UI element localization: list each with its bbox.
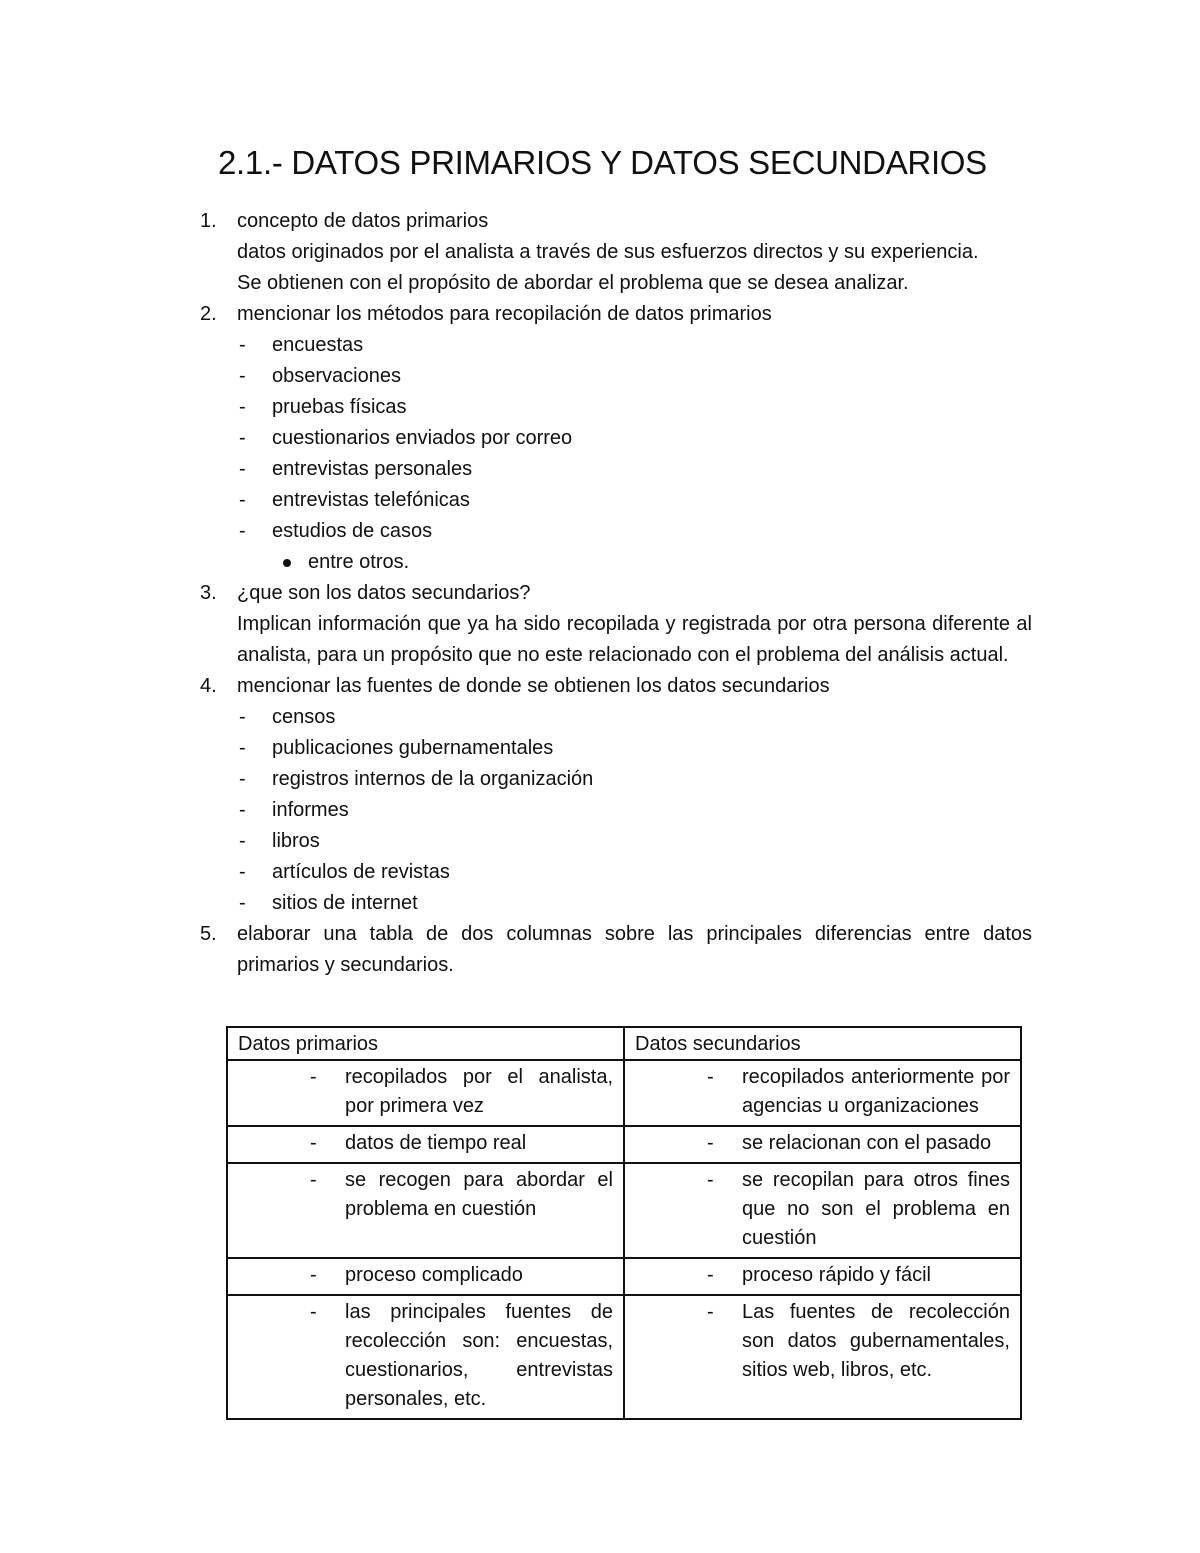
dash-marker: - [239,861,246,883]
dash-marker: - [239,365,246,387]
cell-text: las principales fuentes de recolección son: encuestas, cuestionarios, entrevistas personales, etc. [345,1301,613,1410]
dash-marker: - [707,1264,714,1286]
sub-list-item [237,733,1032,764]
sub-list-text: cuestionarios enviados por correo [272,427,573,449]
sub-list-text: informes [272,799,349,821]
cell-text: recopilados por el analista, por primera vez [345,1066,613,1117]
cell-text: datos de tiempo real [345,1132,527,1154]
table-cell [624,1060,1021,1126]
sub-list-item [237,795,1032,826]
page-title: 2.1.- DATOS PRIMARIOS Y DATOS SECUNDARIOS [218,144,987,181]
bullet-text: entre otros. [308,551,410,573]
table-row [227,1126,1021,1163]
sub-list-text: sitios de internet [272,892,418,914]
item-number: 4. [200,675,217,697]
cell-text: se relacionan con el pasado [742,1132,992,1154]
table-header-cell: Datos secundarios [624,1027,1021,1060]
item-question: mencionar las fuentes de donde se obtienen los datos secundarios [237,675,830,697]
dash-marker: - [310,1132,317,1154]
dash-marker: - [310,1301,317,1323]
dash-marker: - [239,396,246,418]
dash-marker: - [239,830,246,852]
sub-list-text: pruebas físicas [272,396,407,418]
dash-marker: - [239,427,246,449]
dash-marker: - [707,1301,714,1323]
sub-list-item [237,454,1032,485]
cell-text: proceso rápido y fácil [742,1264,931,1286]
cell-text: proceso complicado [345,1264,523,1286]
dash-marker: - [239,520,246,542]
item-number: 1. [200,210,217,232]
sub-list-text: libros [272,830,320,852]
table-cell [227,1126,624,1163]
dash-marker: - [239,334,246,356]
sub-list-item [237,330,1032,361]
dash-marker: - [707,1169,714,1191]
comparison-table [226,1026,1022,1420]
dash-marker: - [239,799,246,821]
sub-list-item [237,702,1032,733]
table-cell [227,1163,624,1258]
dash-marker: - [310,1264,317,1286]
sub-list-text: censos [272,706,336,728]
item-answer-line: datos originados por el analista a través de sus esfuerzos directos y su experiencia. [237,241,979,263]
item-question: elaborar una tabla de dos columnas sobre las principales diferencias entre datos primarios y secundarios. [237,923,1032,976]
sub-list-item [237,857,1032,888]
item-number: 5. [200,923,217,945]
sub-list-item [237,485,1032,516]
table-cell [624,1126,1021,1163]
item-question: mencionar los métodos para recopilación de datos primarios [237,303,772,325]
table-cell [227,1258,624,1295]
sub-list-item [237,361,1032,392]
sub-list-item [237,826,1032,857]
table-header-cell: Datos primarios [227,1027,624,1060]
item-question: ¿que son los datos secundarios? [237,582,531,604]
cell-text: se recopilan para otros fines que no son el problema en cuestión [742,1169,1010,1249]
sub-list-item [237,392,1032,423]
dash-marker: - [239,768,246,790]
item-number: 2. [200,303,217,325]
cell-text: se recogen para abordar el problema en cuestión [345,1169,613,1220]
item-question: concepto de datos primarios [237,210,489,232]
dash-marker: - [239,458,246,480]
item-answer: Implican información que ya ha sido recopilada y registrada por otra persona diferente al analista, para un propósito que no este relacionado con el problema del análisis actual. [237,613,1032,666]
table-row [227,1060,1021,1126]
sub-list-text: artículos de revistas [272,861,450,883]
list-item-1 [200,206,1032,299]
table-row [227,1258,1021,1295]
sub-list-item [237,764,1032,795]
list-item-3 [200,578,1032,671]
table-cell [624,1295,1021,1419]
table-header-row [227,1027,1021,1060]
table-cell [227,1060,624,1126]
table-cell [227,1295,624,1419]
sub-list-text: entrevistas personales [272,458,473,480]
sub-list-text: estudios de casos [272,520,433,542]
sub-list-text: publicaciones gubernamentales [272,737,554,759]
sub-list-text: observaciones [272,365,401,387]
table-cell [624,1163,1021,1258]
sub-list-item [237,423,1032,454]
dash-marker: - [239,706,246,728]
table-cell [624,1258,1021,1295]
list-item-4 [200,671,1032,919]
table-row [227,1295,1021,1419]
dash-marker: - [239,892,246,914]
sub-list-text: registros internos de la organización [272,768,594,790]
list-item-2 [200,299,1032,578]
list-item-5 [200,919,1032,981]
cell-text: recopilados anteriormente por agencias u organizaciones [742,1066,1010,1117]
dash-marker: - [239,737,246,759]
item-answer-line: Se obtienen con el propósito de abordar el problema que se desea analizar. [237,272,909,294]
dash-marker: - [707,1132,714,1154]
dash-marker: - [310,1066,317,1088]
sub-list-item [237,516,1032,547]
dash-marker: - [707,1066,714,1088]
question-list [200,206,1032,981]
sub-list-item [237,888,1032,919]
dash-marker: - [239,489,246,511]
sub-list-text: encuestas [272,334,364,356]
sub-list-text: entrevistas telefónicas [272,489,470,511]
item-number: 3. [200,582,217,604]
bullet-item [237,547,1032,578]
dash-marker: - [310,1169,317,1191]
bullet-icon [283,559,291,567]
table-row [227,1163,1021,1258]
cell-text: Las fuentes de recolección son datos gubernamentales, sitios web, libros, etc. [742,1301,1010,1381]
